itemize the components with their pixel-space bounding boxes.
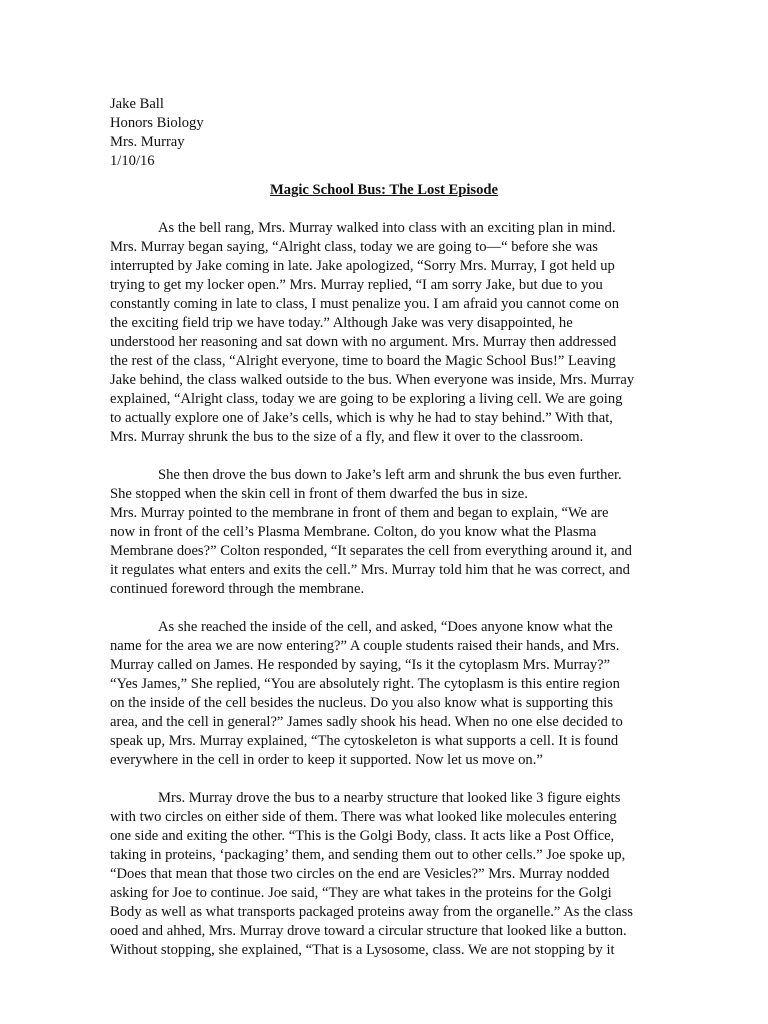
text-line: everywhere in the cell in order to keep it supported. Now let us move on.”: [110, 752, 543, 768]
text-line: one side and exiting the other. “This is the Golgi Body, class. It acts like a Post Office,: [110, 828, 615, 844]
text-line: name for the area we are now entering?” A couple students raised their hands, and Mrs.: [110, 638, 620, 654]
text-line: She stopped when the skin cell in front of them dwarfed the bus in size.: [110, 486, 528, 502]
text-line: the exciting field trip we have today.” Although Jake was very disappointed, he: [110, 315, 573, 331]
text-line: As the bell rang, Mrs. Murray walked into class with an exciting plan in mind.: [158, 220, 616, 236]
text-line: interrupted by Jake coming in late. Jake apologized, “Sorry Mrs. Murray, I got held up: [110, 258, 615, 274]
text-line: it regulates what enters and exits the cell.” Mrs. Murray told him that he was correct, and: [110, 562, 630, 578]
text-line: Without stopping, she explained, “That is a Lysosome, class. We are not stopping by it: [110, 942, 615, 958]
text-line: speak up, Mrs. Murray explained, “The cytoskeleton is what supports a cell. It is found: [110, 733, 619, 749]
text-line: Membrane does?” Colton responded, “It separates the cell from everything around it, and: [110, 543, 632, 559]
paragraph: [110, 466, 650, 599]
text-line: Mrs. Murray shrunk the bus to the size of a fly, and flew it over to the classroom.: [110, 429, 584, 445]
text-line: on the inside of the cell besides the nucleus. Do you also know what is supporting this: [110, 695, 614, 711]
paragraph: [110, 789, 650, 960]
text-line: ooed and ahhed, Mrs. Murray drove toward a circular structure that looked like a button.: [110, 923, 627, 939]
text-line: Mrs. Murray pointed to the membrane in front of them and began to explain, “We are: [110, 505, 609, 521]
paragraph: [110, 618, 650, 770]
text-line: constantly coming in late to class, I must penalize you. I am afraid you cannot come on: [110, 296, 620, 312]
text-line: trying to get my locker open.” Mrs. Murray replied, “I am sorry Jake, but due to you: [110, 277, 603, 293]
document-header: [110, 95, 204, 171]
text-line: Mrs. Murray drove the bus to a nearby structure that looked like 3 figure eights: [158, 790, 621, 806]
text-line: explained, “Alright class, today we are going to be exploring a living cell. We are going: [110, 391, 623, 407]
text-line: area, and the cell in general?” James sadly shook his head. When no one else decided to: [110, 714, 623, 730]
document-date: 1/10/16: [110, 153, 155, 169]
text-line: with two circles on either side of them. There was what looked like molecules entering: [110, 809, 617, 825]
text-line: Murray called on James. He responded by saying, “Is it the cytoplasm Mrs. Murray?”: [110, 657, 611, 673]
text-line: “Yes James,” She replied, “You are absolutely right. The cytoplasm is this entire region: [110, 676, 620, 692]
text-line: She then drove the bus down to Jake’s left arm and shrunk the bus even further.: [158, 467, 622, 483]
text-line: Body as well as what transports packaged proteins away from the organelle.” As the class: [110, 904, 633, 920]
teacher-name: Mrs. Murray: [110, 134, 185, 150]
text-line: “Does that mean that those two circles on the end are Vesicles?” Mrs. Murray nodded: [110, 866, 610, 882]
author-name: Jake Ball: [110, 96, 164, 112]
document-title: Magic School Bus: The Lost Episode: [270, 182, 498, 198]
text-line: now in front of the cell’s Plasma Membrane. Colton, do you know what the Plasma: [110, 524, 597, 540]
text-line: the rest of the class, “Alright everyone, time to board the Magic School Bus!” Leaving: [110, 353, 616, 369]
course-name: Honors Biology: [110, 115, 204, 131]
paragraph: [110, 219, 650, 447]
document-body: [110, 219, 650, 979]
text-line: taking in proteins, ‘packaging’ them, and sending them out to other cells.” Joe spoke up,: [110, 847, 626, 863]
text-line: understood her reasoning and sat down with no argument. Mrs. Murray then addressed: [110, 334, 617, 350]
text-line: Jake behind, the class walked outside to the bus. When everyone was inside, Mrs. Murray: [110, 372, 635, 388]
text-line: continued foreword through the membrane.: [110, 581, 365, 597]
text-line: Mrs. Murray began saying, “Alright class, today we are going to—“ before she was: [110, 239, 598, 255]
text-line: to actually explore one of Jake’s cells, which is why he had to stay behind.” With that,: [110, 410, 613, 426]
text-line: As she reached the inside of the cell, and asked, “Does anyone know what the: [158, 619, 613, 635]
text-line: asking for Joe to continue. Joe said, “They are what takes in the proteins for the Golgi: [110, 885, 612, 901]
